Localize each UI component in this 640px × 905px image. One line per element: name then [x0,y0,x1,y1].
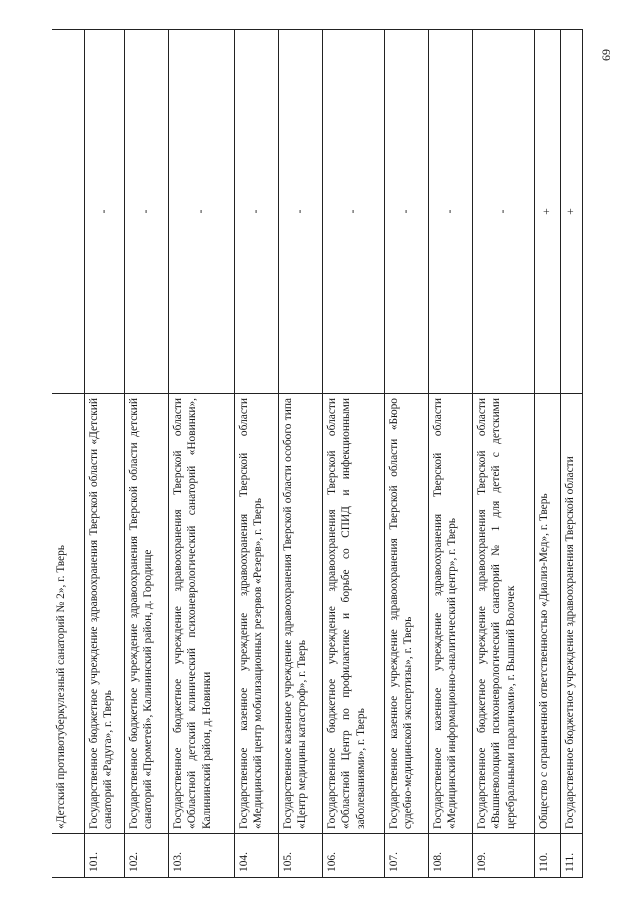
table-row [472,30,534,878]
row-mark: + [560,30,582,394]
institution-name: «Детский противотуберкулезный санаторий № 2», г. Тверь [52,394,84,834]
row-number: 108. [428,834,472,878]
row-mark: - [234,30,278,394]
table-row [168,30,234,878]
row-mark: - [428,30,472,394]
row-number: 103. [168,834,234,878]
table-row [124,30,168,878]
institution-name: Государственное бюджетное учреждение здравоохранения Тверской области [560,394,582,834]
table-row [84,30,124,878]
row-mark: + [534,30,560,394]
institution-name: Государственное бюджетное учреждение здравоохранения Тверской области «Областной детский клинический психоневрологический санаторий «Новинки», Калининский район, д. Новинки [168,394,234,834]
table-row [428,30,472,878]
row-number: 111. [560,834,582,878]
institution-name: Государственное казенное учреждение здравоохранения Тверской области особого типа «Центр медицины катастроф», г. Тверь [278,394,322,834]
row-mark [52,30,84,394]
row-mark: - [322,30,384,394]
row-number: 105. [278,834,322,878]
institution-name: Общество с ограниченной ответственностью «Диализ-Мед», г. Тверь [534,394,560,834]
row-number: 102. [124,834,168,878]
institution-name: Государственное казенное учреждение здравоохранения Тверской области «Медицинский центр мобилизационных резервов «Резерв», г. Тверь [234,394,278,834]
row-number: 101. [84,834,124,878]
table-row [560,30,582,878]
institution-name: Государственное бюджетное учреждение здравоохранения Тверской области «Областной Центр по профилактике и борьбе со СПИД и инфекционными заболеваниями», г. Тверь [322,394,384,834]
row-number: 107. [384,834,428,878]
row-number: 109. [472,834,534,878]
institution-name: Государственное казенное учреждение здравоохранения Тверской области «Бюро судебно-медицинской экспертизы», г. Тверь [384,394,428,834]
table-row [384,30,428,878]
row-mark: - [472,30,534,394]
table-row [278,30,322,878]
table-row [234,30,278,878]
row-mark: - [84,30,124,394]
institutions-table [52,29,583,878]
page-number: 69 [598,49,613,61]
table-row [52,30,84,878]
row-number: 104. [234,834,278,878]
institution-name: Государственное бюджетное учреждение здравоохранения Тверской области «Детский санаторий «Радуга», г. Тверь [84,394,124,834]
row-number: 110. [534,834,560,878]
row-number: 106. [322,834,384,878]
row-mark: - [384,30,428,394]
row-mark: - [278,30,322,394]
row-mark: - [168,30,234,394]
table-row [534,30,560,878]
institution-name: Государственное бюджетное учреждение здравоохранения Тверской области «Вышневолоцкий психоневрологический санаторий № 1 для детей с детскими церебральными параличами», г. Вышний Волочек [472,394,534,834]
institution-name: Государственное бюджетное учреждение здравоохранения Тверской области детский санаторий «Прометей», Калининский район, д. Городище [124,394,168,834]
rotated-table-container [52,30,582,878]
row-number [52,834,84,878]
institution-name: Государственное казенное учреждение здравоохранения Тверской области «Медицинский информационно-аналитический центр», г. Тверь [428,394,472,834]
row-mark: - [124,30,168,394]
table-row [322,30,384,878]
